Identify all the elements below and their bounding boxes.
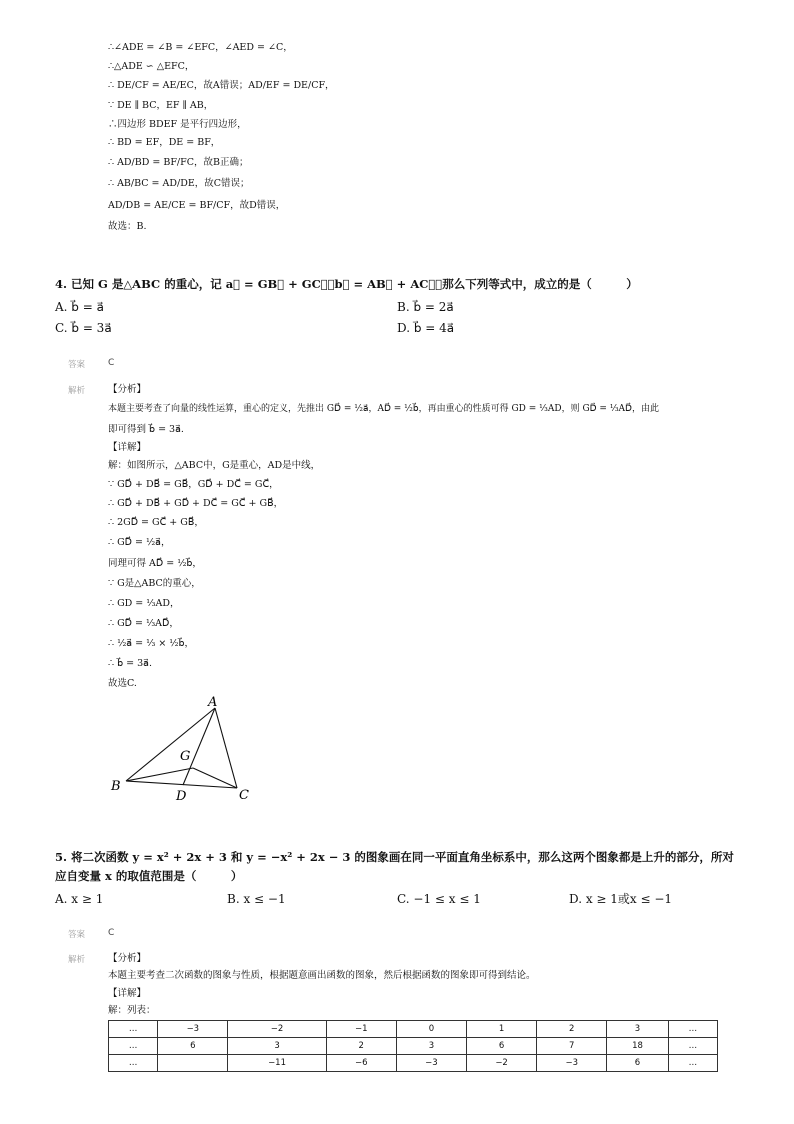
solution-line: ∴△ADE ∽ △EFC， [108,61,195,72]
segment-ad [183,708,215,785]
option-a: A. b⃗ = a⃗ [55,300,104,314]
option-b: B. x ≤ −1 [227,892,286,906]
solution-line: AD/DB = AE/CE = BF/CF，故D错误， [108,200,286,211]
table-cell: 2 [326,1038,396,1055]
table-cell: −6 [326,1055,396,1072]
question-5-stem: 5. 将二次函数 y = x² + 2x + 3 和 y = −x² + 2x − 3 的图象画在同一平面直角坐标系中，那么这两个图象都是上升的部分，所对 [55,850,734,864]
option-d: D. b⃗ = 4a⃗ [397,321,455,335]
analysis-line: ∴ ½a⃗ = ⅓ × ½b⃗， [108,638,195,649]
analysis-line: ∴ GD⃗ = ½a⃗， [108,537,171,548]
table-cell: … [109,1021,158,1038]
segment-bc [126,781,237,788]
analysis-line: ∴ b⃗ = 3a⃗. [108,658,152,669]
analysis-line: 【分析】 [108,384,147,395]
analysis-line: ∴ 2GD⃗ = GC⃗ + GB⃗， [108,517,204,528]
segment-ac [215,708,237,788]
option-c: C. −1 ≤ x ≤ 1 [397,892,481,906]
value-table [108,1020,718,1072]
table-cell: 7 [537,1038,607,1055]
table-cell: 1 [467,1021,537,1038]
table-cell: … [109,1055,158,1072]
analysis-line: ∴ GD = ⅓AD， [108,598,180,609]
segment-ab [126,708,215,781]
solution-line: ∴四边形 BDEF 是平行四边形， [108,119,247,130]
table-cell: 6 [607,1055,668,1072]
analysis-line: 解：如图所示，△ABC中，G是重心，AD是中线， [108,460,321,471]
solution-line: ∴ DE/CF = AE/EC，故A错误；AD/EF = DE/CF， [108,80,335,91]
analysis-line: 【详解】 [108,442,147,453]
table-cell: … [668,1038,717,1055]
table-row [109,1055,718,1072]
table-cell: 18 [607,1038,668,1055]
table-cell: 6 [467,1038,537,1055]
analysis-line: 本题主要考查了向量的线性运算，重心的定义，先推出 GD⃗ = ½a⃗，AD⃗ = ½b⃗，再由重心的性质可得 GD = ⅓AD，则 GD⃗ = ⅓AD⃗，由此 [108,404,659,414]
table-row [109,1038,718,1055]
solution-line: ∴ AD/BD = BF/FC，故B正确； [108,157,249,168]
point-c-label: C [239,788,249,803]
table-cell: 3 [607,1021,668,1038]
analysis-line: ∴ GD⃗ = ⅓AD⃗， [108,618,179,629]
table-cell: −2 [228,1021,326,1038]
option-b: B. b⃗ = 2a⃗ [397,300,454,314]
point-g-label: G [180,749,191,764]
table-cell: −3 [158,1021,228,1038]
point-b-label: B [111,779,121,794]
option-d: D. x ≥ 1或x ≤ −1 [569,892,673,906]
answer-value: C [108,928,115,938]
analysis-line: ∵ G是△ABC的重心， [108,578,201,589]
table-row [109,1021,718,1038]
point-d-label: D [176,789,187,804]
point-a-label: A [208,695,218,710]
table-cell: −2 [467,1055,537,1072]
table-cell: −3 [537,1055,607,1072]
table-cell [158,1055,228,1072]
question-4-stem: 4. 已知 G 是△ABC 的重心，记 a⃗ = GB⃗ + GC⃗，b⃗ = AB⃗ + AC⃗，那么下列等式中，成立的是（ ） [55,277,638,291]
question-5-stem-cont: 应自变量 x 的取值范围是（ ） [55,869,243,883]
table-cell: 6 [158,1038,228,1055]
analysis-line: 故选C. [108,678,137,689]
table-cell: … [109,1038,158,1055]
table-cell: −1 [326,1021,396,1038]
analysis-line: ∴ GD⃗ + DB⃗ + GD⃗ + DC⃗ = GC⃗ + GB⃗， [108,498,284,509]
solution-line: ∵ DE ∥ BC，EF ∥ AB， [108,100,214,111]
solution-line: ∴∠ADE = ∠B = ∠EFC，∠AED = ∠C， [108,42,293,53]
table-cell: … [668,1055,717,1072]
triangle-figure [100,692,270,807]
solution-line: ∴ BD = EF，DE = BF， [108,137,221,148]
table-cell: −11 [228,1055,326,1072]
analysis-line: 本题主要考查二次函数的图象与性质，根据题意画出函数的图象，然后根据函数的图象即可得到结论。 [108,970,536,981]
table-cell: 3 [396,1038,466,1055]
table-cell: 2 [537,1021,607,1038]
table-cell: … [668,1021,717,1038]
option-c: C. b⃗ = 3a⃗ [55,321,112,335]
table-cell: −3 [396,1055,466,1072]
analysis-line: ∵ GD⃗ + DB⃗ = GB⃗，GD⃗ + DC⃗ = GC⃗， [108,479,279,490]
option-a: A. x ≥ 1 [55,892,104,906]
analysis-line: 同理可得 AD⃗ = ½b⃗， [108,558,202,569]
analysis-line: 解：列表： [108,1005,156,1016]
analysis-line: 【详解】 [108,988,147,999]
analysis-tag: 解析 [68,955,86,965]
answer-tag: 答案 [68,360,86,370]
analysis-tag: 解析 [68,386,86,396]
answer-tag: 答案 [68,930,86,940]
table-cell: 0 [396,1021,466,1038]
segment-bg [126,768,193,781]
analysis-line: 【分析】 [108,953,147,964]
solution-line: 故选：B. [108,221,147,232]
analysis-line: 即可得到 b⃗ = 3a⃗. [108,424,184,435]
solution-line: ∴ AB/BC = AD/DE，故C错误； [108,178,250,189]
table-cell: 3 [228,1038,326,1055]
answer-value: C [108,358,115,368]
segment-gc [193,768,237,788]
